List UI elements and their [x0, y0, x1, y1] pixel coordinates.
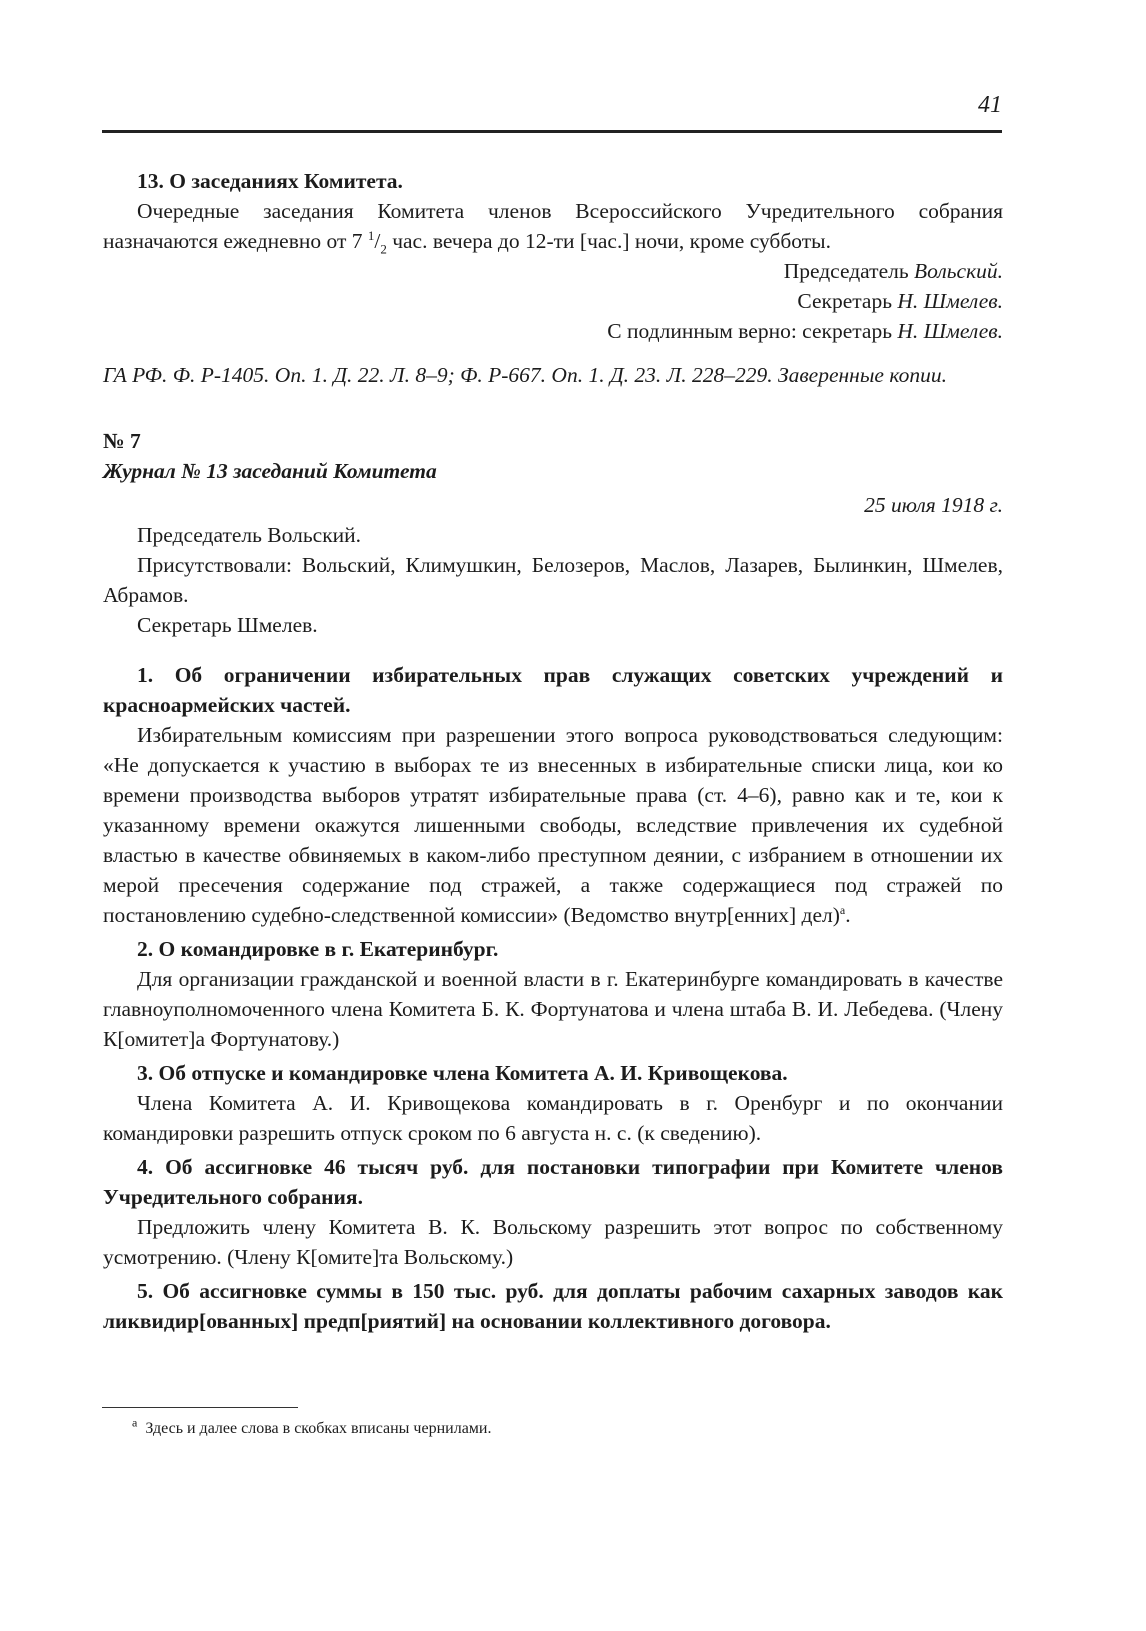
document-date: 25 июля 1918 г.	[864, 493, 1003, 517]
signature-secretary-label: Секретарь	[797, 289, 893, 313]
archive-source: ГА РФ. Ф. Р-1405. Оп. 1. Д. 22. Л. 8–9; Ф. Р-667. Оп. 1. Д. 23. Л. 228–229. Заверенные копии.	[103, 363, 947, 387]
item-3-text: Члена Комитета А. И. Кривощекова командировать в г. Оренбург и по окончании командировки разрешить отпуск сроком по 6 августа н. с. (к сведению).	[103, 1091, 1003, 1145]
item-1-heading: 1. Об ограничении избирательных прав служащих советских учреждений и красноармейских частей.	[103, 663, 1003, 717]
footnote	[132, 1415, 492, 1440]
signature-certified-name: Н. Шмелев.	[897, 319, 1003, 343]
item-1-text	[103, 720, 1003, 930]
footnote-rule	[102, 1407, 298, 1408]
document-chair: Председатель Вольский.	[137, 523, 362, 547]
signature-secretary	[103, 286, 1003, 316]
item-4-text: Предложить члену Комитета В. К. Вольскому разрешить этот вопрос по собственному усмотрению. (Члену К[омите]та Вольскому.)	[103, 1215, 1003, 1269]
fraction-numerator: 1	[367, 227, 375, 243]
section-13-text-after: час. вечера до 12-ти [час.] ночи, кроме субботы.	[392, 229, 831, 253]
section-13-text	[103, 196, 1003, 256]
signature-certified-label: С подлинным верно: секретарь	[607, 319, 893, 343]
footnote-mark: а	[132, 1415, 138, 1430]
document-title: Журнал № 13 заседаний Комитета	[103, 459, 437, 483]
fraction-slash: /	[374, 229, 381, 253]
page-content	[103, 166, 1003, 1336]
section-13-text-before: Очередные заседания Комитета членов Всероссийского Учредительного собрания назначаются ежедневно от 7	[103, 199, 1003, 253]
item-2-text: Для организации гражданской и военной власти в г. Екатеринбурге командировать в качестве главноуполномоченного члена Комитета Б. К. Фортунатова и члена штаба В. И. Лебедева. (Члену К[омитет]а Фортунатову.)	[103, 967, 1003, 1051]
header-rule	[102, 130, 1002, 133]
signature-certified	[103, 316, 1003, 346]
item-4-heading: 4. Об ассигновке 46 тысяч руб. для постановки типографии при Комитете членов Учредительного собрания.	[103, 1155, 1003, 1209]
signature-chair-label: Председатель	[783, 259, 909, 283]
document-number: № 7	[103, 429, 141, 453]
item-1-body: Избирательным комиссиям при разрешении этого вопроса руководствоваться следующим: «Не допускается к участию в выборах те из внесенных в избирательные списки лица, кои ко времени производства выборов утратят избирательные права (ст. 4–6), равно как и те, кои к указанному времени окажутся лишенными свободы, вследствие привлечения их судебной властью в качестве обвиняемых в каком-либо преступном деянии, с избранием в отношении их мерой пресечения содержание под стражей, а также содержащиеся под стражей по постановлению судебно-следственной комиссии» (Ведомство внутр[енних] дел)	[103, 723, 1003, 927]
section-13-heading: 13. О заседаниях Комитета.	[137, 169, 403, 193]
item-2-heading: 2. О командировке в г. Екатеринбург.	[137, 937, 499, 961]
page-number: 41	[978, 92, 1002, 118]
footnote-reference: а	[839, 902, 846, 917]
document-secretary: Секретарь Шмелев.	[137, 613, 318, 637]
signature-chair	[103, 256, 1003, 286]
item-1-tail: .	[845, 903, 851, 927]
item-3-heading: 3. Об отпуске и командировке члена Комитета А. И. Кривощекова.	[137, 1061, 788, 1085]
signature-secretary-name: Н. Шмелев.	[897, 289, 1003, 313]
item-5-heading: 5. Об ассигновке суммы в 150 тыс. руб. для доплаты рабочим сахарных заводов как ликвидир[ованных] предп[риятий] на основании коллективного договора.	[103, 1279, 1003, 1333]
fraction-denominator: 2	[380, 241, 387, 257]
document-present: Присутствовали: Вольский, Климушкин, Белозеров, Маслов, Лазарев, Былинкин, Шмелев, Абрамов.	[103, 553, 1003, 607]
footnote-text: Здесь и далее слова в скобках вписаны чернилами.	[145, 1420, 492, 1437]
signature-chair-name: Вольский.	[914, 259, 1003, 283]
